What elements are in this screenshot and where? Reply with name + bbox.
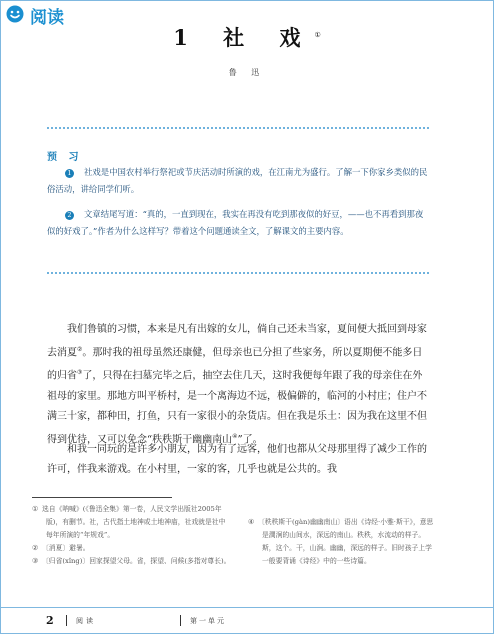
footer-separator [180, 615, 181, 626]
preview-heading: 预 习 [47, 152, 83, 163]
footnotes-right [248, 516, 434, 568]
body-text: 。那时我的祖母虽然还康健，但母亲也已分担了些家务，所以夏期便不能多日的归省 [47, 347, 423, 382]
body-text: ”了。 [237, 433, 263, 445]
divider-bottom [47, 272, 429, 274]
footnote-number: ① [32, 505, 39, 513]
footnote-text: 〔消夏〕避暑。 [42, 544, 90, 552]
footer-unit-name: 第一单元 [190, 617, 226, 625]
footnote-text: 〔秩秩斯干(gàn)幽幽南山〕语出《诗经·小雅·斯干》，意思是澗涧的山间水，深远的南山。秩秩，水流动的样子。斯，这个。干，山涧。幽幽，深远的样子。旧时孩子上学一般要背诵《诗经》中的一些诗篇。 [258, 518, 434, 565]
section-name: 阅读 [30, 8, 64, 28]
lesson-title-text: 社 戏 [223, 25, 315, 50]
preview-item-number: 1 [65, 169, 74, 178]
preview-item [47, 164, 431, 198]
body-text: 我们鲁镇的习惯，本来是凡有出嫁的女儿，倘自己还未当家，夏间便大抵回到母家去消夏 [47, 324, 427, 359]
preview-item-number: 2 [65, 211, 74, 220]
footnote [32, 542, 232, 555]
footnote-rule [32, 497, 172, 498]
preview-item [47, 206, 431, 240]
body-paragraph-1 [47, 320, 431, 450]
footer-rule [0, 607, 494, 608]
author: 鲁 迅 [228, 68, 266, 77]
footnote-marker: ② [77, 346, 83, 353]
divider-top [47, 127, 429, 129]
page-number: 2 [46, 614, 54, 627]
lesson-number: 1 [173, 25, 202, 50]
smile-icon [6, 5, 24, 23]
footnote-text: 〔归省(xǐng)〕回家探望父母。省，探望、问候(多指对尊长)。 [42, 557, 231, 565]
body-text: 了，只得在扫墓完毕之后，抽空去住几天，这时我便每年跟了我的母亲住在外祖母的家里。那地方叫平桥村，是一个离海边不远，极偏僻的，临河的小村庄；住户不满三十家，都种田，打鱼，只有一家很小的杂货店。但在我是乐土：因为我在这里不但得到优待，又可以免念“秩秩斯干幽幽南山 [47, 370, 427, 445]
preview-item-text: 社戏是中国农村举行祭祀或节庆活动时所演的戏，在江南尤为盛行。了解一下你家乡类似的民俗活动，讲给同学们听。 [47, 167, 428, 194]
footnote-text: 选自《呐喊》(《鲁迅全集》第一卷，人民文学出版社2005年版)，有删节。社，古代指土地神或土地神庙，社戏就是社中每年所演的“年规戏”。 [42, 505, 226, 539]
lesson-title [0, 22, 494, 52]
footer-book-name: 阅读 [76, 617, 96, 625]
footnote-number: ③ [32, 557, 39, 565]
footnote-number: ② [32, 544, 39, 552]
footnote-number: ④ [248, 518, 255, 526]
footnote [32, 555, 232, 568]
footnote-marker: ④ [232, 432, 238, 440]
footnote [32, 503, 232, 542]
body-paragraph-2: 和我一同玩的是许多小朋友，因为有了远客，他们也都从父母那里得了减少工作的许可，伴我来游戏。在小村里，一家的客，几乎也就是公共的。我 [47, 444, 427, 475]
footnote-marker: ③ [77, 369, 83, 377]
preview-item-text: 文章结尾写道：“真的，一直到现在，我实在再没有吃到那夜似的好豆，——也不再看到那夜似的好戏了。”作者为什么这样写？带着这个问题通读全文，了解课文的主要内容。 [47, 209, 424, 236]
title-footnote-marker: ① [314, 31, 321, 39]
footnotes-left [32, 503, 232, 568]
footer-separator [66, 615, 67, 626]
footnote [248, 516, 434, 568]
